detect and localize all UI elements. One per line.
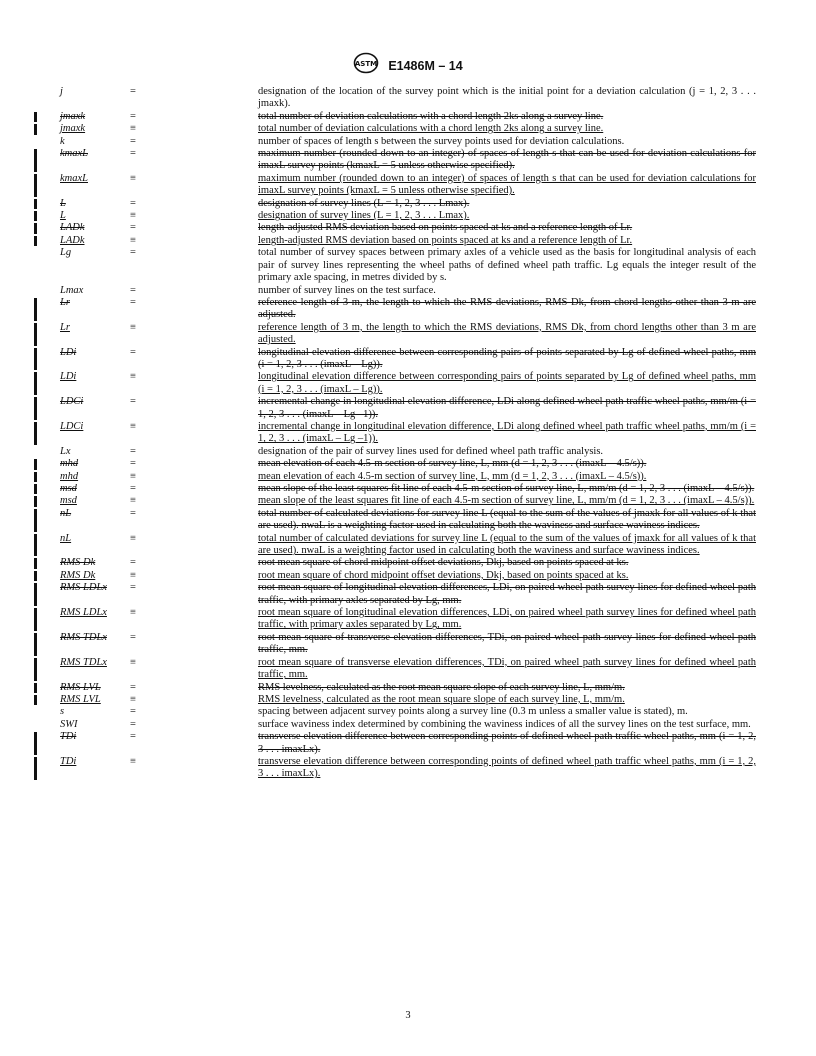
definition-text: maximum number (rounded down to an integer) of spaces of length s that can be used for deviation calculations for imaxL survey points (kmaxL = 5 unless otherwise specified). — [258, 148, 756, 172]
definition-equals: ≡ — [130, 656, 136, 668]
definition-row — [60, 148, 756, 173]
change-bar — [34, 496, 37, 506]
definition-equals: = — [130, 222, 136, 234]
definition-symbol: RMS Dk — [60, 569, 96, 581]
change-bar — [34, 633, 37, 656]
definition-symbol: LDCi — [60, 396, 84, 408]
change-bar — [34, 583, 37, 606]
definition-equals: ≡ — [130, 693, 136, 705]
change-bar — [34, 348, 37, 371]
definition-row — [60, 632, 756, 657]
definition-equals: ≡ — [130, 371, 136, 383]
change-bar — [34, 608, 37, 631]
definition-equals: = — [130, 135, 136, 147]
change-bar — [34, 509, 37, 532]
definition-equals: = — [130, 731, 136, 743]
definition-text: designation of survey lines (L = 1, 2, 3 . . . Lmax). — [258, 197, 470, 209]
definition-symbol: jmaxk — [60, 110, 86, 122]
definition-text: root mean square of transverse elevation differences, TDi, on paired wheel path survey lines for defined wheel path traffic, mm. — [258, 631, 756, 656]
definition-symbol: RMS LDLx — [60, 582, 107, 594]
definition-row — [60, 173, 756, 198]
definition-text: transverse elevation difference between corresponding points of defined wheel path traffic wheel paths, mm (i = 1, 2, 3 . . . imaxLx). — [258, 731, 756, 755]
definition-equals: = — [130, 458, 136, 470]
definition-text: reference length of 3 m, the length to which the RMS deviations, RMS Dk, from chord lengths other than 3 m are adjusted. — [258, 296, 756, 321]
definition-text: spacing between adjacent survey points along a survey line (0.3 m unless a smaller value is stated), m. — [258, 706, 688, 718]
definition-text: root mean square of longitudinal elevation differences, LDi, on paired wheel path survey lines for defined wheel path traffic, with primary axles separated by Lg, mm. — [258, 607, 756, 631]
definition-row — [60, 533, 756, 558]
definition-row — [60, 508, 756, 533]
definition-equals: ≡ — [130, 234, 136, 246]
change-bar — [34, 571, 37, 581]
definition-symbol: Lmax — [60, 284, 84, 296]
definition-symbol: Lx — [60, 445, 71, 457]
definition-equals: ≡ — [130, 420, 136, 432]
definition-equals: = — [130, 507, 136, 519]
definition-symbol: LDCi — [60, 420, 84, 432]
definition-equals: ≡ — [130, 210, 136, 222]
definition-text: longitudinal elevation difference between corresponding pairs of points separated by Lg of defined wheel paths, mm (i = 1, 2, 3 . . . (imaxL – Lg)). — [258, 371, 756, 395]
definition-symbol: kmaxL — [60, 148, 88, 160]
definition-symbol: RMS LDLx — [60, 607, 107, 619]
definition-text: root mean square of longitudinal elevation differences, LDi, on paired wheel path survey lines for defined wheel path traffic, with primary axles separated by Lg, mm. — [258, 582, 756, 606]
definition-equals: ≡ — [130, 569, 136, 581]
change-bar — [34, 211, 37, 221]
definition-symbol: L — [60, 210, 66, 222]
change-bar — [34, 236, 37, 246]
definition-text: RMS levelness, calculated as the root mean square slope of each survey line, L, mm/m. — [258, 681, 625, 693]
change-bar — [34, 298, 37, 321]
definition-symbol: LDi — [60, 346, 77, 358]
definition-row — [60, 347, 756, 372]
definition-row — [60, 421, 756, 446]
definition-symbol: RMS TDLx — [60, 656, 107, 668]
page-number: 3 — [405, 1010, 411, 1021]
definition-text: longitudinal elevation difference between corresponding pairs of points separated by Lg of defined wheel paths, mm (i = 1, 2, 3 . . . (imaxL – Lg)). — [258, 346, 756, 370]
definition-row — [60, 706, 756, 718]
definition-row — [60, 756, 756, 781]
definition-equals: = — [130, 483, 136, 494]
definition-symbol: RMS Dk — [60, 557, 96, 569]
definition-row — [60, 495, 756, 507]
astm-logo — [353, 52, 379, 79]
definition-equals: = — [130, 197, 136, 209]
definition-row — [60, 682, 756, 694]
definition-symbol: TDi — [60, 731, 77, 743]
definition-equals: = — [130, 557, 136, 569]
definition-text: mean slope of the least squares fit line of each 4.5-m section of survey line, L, mm/m (d = 1, 2, 3 . . . (imaxL – 4.5/s)). — [258, 495, 755, 507]
definition-text: length-adjusted RMS deviation based on points spaced at ks and a reference length of Lr. — [258, 234, 633, 246]
definition-symbol: k — [60, 135, 65, 147]
definition-symbol: nL — [60, 532, 72, 544]
definition-row — [60, 731, 756, 756]
definition-row — [60, 235, 756, 247]
change-bar — [34, 223, 37, 233]
definition-equals: = — [130, 718, 136, 730]
definition-row — [60, 210, 756, 222]
change-bar — [34, 372, 37, 395]
page-header — [0, 52, 816, 79]
definition-equals: = — [130, 110, 136, 122]
definition-symbol: LADk — [60, 234, 85, 246]
definition-row — [60, 285, 756, 297]
change-bar — [34, 397, 37, 420]
definition-equals: ≡ — [130, 755, 136, 767]
definition-row — [60, 396, 756, 421]
definition-equals: = — [130, 631, 136, 643]
change-bar — [34, 124, 37, 134]
definition-text: total number of deviation calculations with a chord length 2ks along a survey line. — [258, 123, 604, 135]
definition-text: total number of calculated deviations for survey line L (equal to the sum of the values of jmaxk for all values of k that are used). nwaL is a weighting factor used in calculating both the waviness and surface waviness indices. — [258, 507, 756, 532]
definition-symbol: jmaxk — [60, 123, 86, 135]
definition-text: total number of survey spaces between primary axles of a vehicle used as the basis for longitudinal analysis of each pair of survey lines representing the wheel paths of defined wheel path traffic. Lg equals the integer result of the primary axle spacing, in metres divided by s. — [258, 247, 756, 284]
definition-symbol: RMS LVL — [60, 693, 101, 705]
definition-row — [60, 557, 756, 569]
definition-equals: = — [130, 148, 136, 160]
definition-equals: = — [130, 396, 136, 408]
definition-row — [60, 458, 756, 470]
definition-row — [60, 136, 756, 148]
definition-text: incremental change in longitudinal elevation difference, LDi along defined wheel path traffic wheel paths, mm/m (i = 1, 2, 3 . . . (imaxL – Lg –1)). — [258, 420, 756, 445]
definition-symbol: RMS TDLx — [60, 631, 107, 643]
definition-text: incremental change in longitudinal elevation difference, LDi along defined wheel path traffic wheel paths, mm/m (i = 1, 2, 3 . . . (imaxL – Lg –1)). — [258, 396, 756, 420]
definition-equals: ≡ — [130, 607, 136, 619]
definition-equals: = — [130, 296, 136, 308]
definition-text: designation of the pair of survey lines used for defined wheel path traffic analysis. — [258, 445, 604, 457]
definition-symbol: Lg — [60, 247, 72, 259]
definition-symbol: TDi — [60, 755, 77, 767]
definition-text: number of survey lines on the test surface. — [258, 284, 436, 296]
definition-row — [60, 371, 756, 396]
change-bar — [34, 472, 37, 482]
definition-text: number of spaces of length s between the survey points used for deviation calculations. — [258, 135, 625, 147]
definition-row — [60, 657, 756, 682]
definition-symbol: Lr — [60, 321, 70, 333]
definition-text: total number of deviation calculations with a chord length 2ks along a survey line. — [258, 110, 604, 122]
definition-row — [60, 297, 756, 322]
definition-symbol: s — [60, 706, 65, 718]
definition-row — [60, 607, 756, 632]
definition-row — [60, 483, 756, 495]
definition-text: root mean square of transverse elevation differences, TDi, on paired wheel path survey lines for defined wheel path traffic, mm. — [258, 656, 756, 681]
definition-text: RMS levelness, calculated as the root mean square slope of each survey line, L, mm/m. — [258, 693, 625, 705]
definition-row — [60, 222, 756, 234]
definition-text: root mean square of chord midpoint offset deviations, Dkj, based on points spaced at ks. — [258, 557, 629, 569]
definition-equals: = — [130, 247, 136, 259]
change-bar — [34, 558, 37, 568]
change-bar — [34, 149, 37, 172]
definition-row — [60, 247, 756, 284]
definition-equals: = — [130, 346, 136, 358]
definition-text: mean elevation of each 4.5-m section of survey line, L, mm (d = 1, 2, 3 . . . (imaxL – 4.5/s)). — [258, 470, 647, 482]
definition-row — [60, 446, 756, 458]
definition-symbol: msd — [60, 483, 77, 494]
definition-text: total number of calculated deviations for survey line L (equal to the sum of the values of jmaxk for all values of k that are used). nwaL is a weighting factor used in calculating both the waviness and surface waviness indices. — [258, 532, 756, 557]
definition-symbol: LDi — [60, 371, 77, 383]
change-bar — [34, 459, 37, 469]
definition-symbol: RMS LVL — [60, 681, 101, 693]
definition-text: surface waviness index determined by combining the waviness indices of all the survey lines on the test surface, mm. — [258, 718, 751, 730]
definition-symbol: nL — [60, 507, 72, 519]
change-bar — [34, 174, 37, 197]
definition-row — [60, 86, 756, 111]
definition-symbol: kmaxL — [60, 172, 88, 184]
definition-symbol: LADk — [60, 222, 85, 234]
definition-row — [60, 582, 756, 607]
definition-text: root mean square of chord midpoint offset deviations, Dkj, based on points spaced at ks. — [258, 569, 629, 581]
definition-text: mean elevation of each 4.5-m section of survey line, L, mm (d = 1, 2, 3 . . . (imaxL – 4.5/s)). — [258, 458, 647, 470]
definition-row — [60, 570, 756, 582]
definition-row — [60, 694, 756, 706]
definition-symbol: j — [60, 86, 63, 97]
definition-text: mean slope of the least squares fit line of each 4.5-m section of survey line, L, mm/m (d = 1, 2, 3 . . . (imaxL – 4.5/s)). — [258, 483, 755, 494]
definition-text: designation of survey lines (L = 1, 2, 3 . . . Lmax). — [258, 210, 470, 222]
definition-equals: ≡ — [130, 532, 136, 544]
definition-symbol: Lr — [60, 296, 70, 308]
change-bar — [34, 683, 37, 693]
change-bar — [34, 534, 37, 557]
definition-row — [60, 123, 756, 135]
change-bar — [34, 484, 37, 494]
definition-equals: = — [130, 582, 136, 594]
change-bar — [34, 658, 37, 681]
definition-equals: = — [130, 86, 136, 97]
definition-equals: ≡ — [130, 172, 136, 184]
change-bar — [34, 757, 37, 780]
definition-symbol: mhd — [60, 458, 79, 470]
change-bar — [34, 323, 37, 346]
document-designation: E1486M – 14 — [388, 58, 463, 73]
change-bar — [34, 422, 37, 445]
definition-row — [60, 471, 756, 483]
definition-equals: ≡ — [130, 123, 136, 135]
definition-equals: ≡ — [130, 321, 136, 333]
definition-symbol: L — [60, 197, 66, 209]
definition-symbol: msd — [60, 495, 77, 507]
change-bar — [34, 199, 37, 209]
definition-equals: = — [130, 445, 136, 457]
definition-equals: ≡ — [130, 495, 136, 507]
definition-text: length-adjusted RMS deviation based on points spaced at ks and a reference length of Lr. — [258, 222, 633, 234]
definition-text: reference length of 3 m, the length to which the RMS deviations, RMS Dk, from chord lengths other than 3 m are adjusted. — [258, 321, 756, 346]
change-bar — [34, 732, 37, 755]
definition-text: designation of the location of the survey point which is the initial point for a deviation calculation (j = 1, 2, 3 . . . jmaxk). — [258, 86, 756, 110]
definition-equals: = — [130, 681, 136, 693]
definition-text: maximum number (rounded down to an integer) of spaces of length s that can be used for deviation calculations for imaxL survey points (kmaxL = 5 unless otherwise specified). — [258, 172, 756, 197]
definition-symbol: mhd — [60, 470, 79, 482]
definition-row — [60, 198, 756, 210]
definition-equals: = — [130, 706, 136, 718]
definition-text: transverse elevation difference between corresponding points of defined wheel path traffic wheel paths, mm (i = 1, 2, 3 . . . imaxLx). — [258, 755, 756, 780]
change-bar — [34, 695, 37, 705]
definitions-list — [60, 86, 756, 781]
definition-symbol: SWI — [60, 718, 78, 730]
definition-equals: ≡ — [130, 470, 136, 482]
definition-row — [60, 111, 756, 123]
definition-row — [60, 719, 756, 731]
svg-text:ASTM: ASTM — [355, 60, 378, 68]
definition-equals: = — [130, 284, 136, 296]
change-bar — [34, 112, 37, 122]
definition-row — [60, 322, 756, 347]
